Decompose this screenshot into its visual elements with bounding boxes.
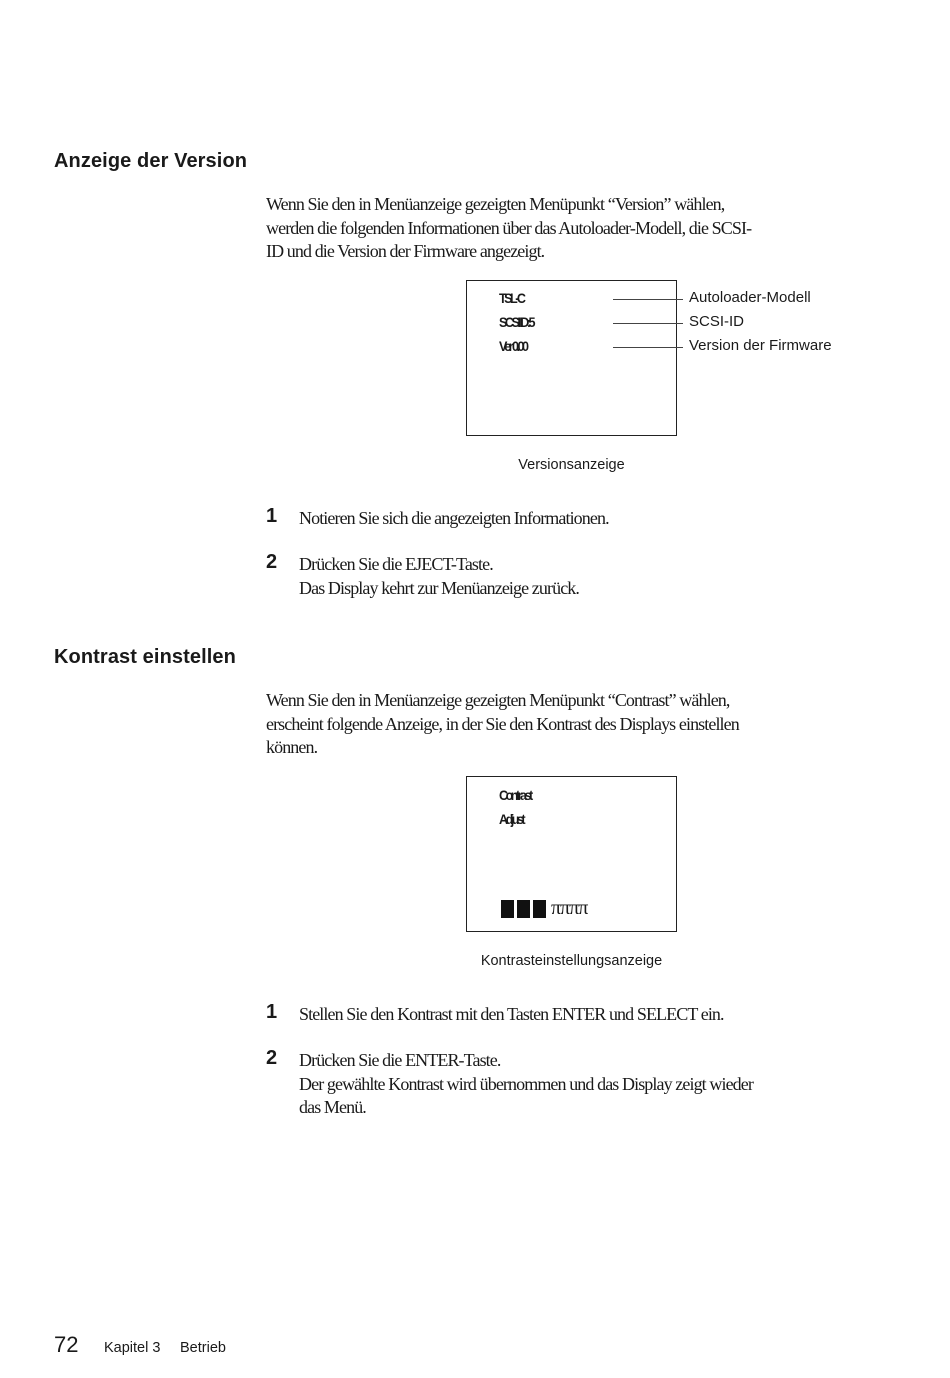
intro-line: werden die folgenden Informationen über das Autoloader-Modell, die SCSI- [266,217,752,238]
callout-scsi-id: SCSI-ID [689,313,745,330]
leader-line [613,347,683,348]
section-heading-version: Anzeige der Version [54,150,248,172]
step-number: 2 [266,1047,278,1069]
intro-line: Wenn Sie den in Menüanzeige gezeigten Menüpunkt “Contrast” wählen, [266,690,730,710]
page-number: 72 [54,1332,79,1357]
step-line: Das Display kehrt zur Menüanzeige zurück. [299,577,579,598]
version-display-figure [466,280,677,436]
intro-line: erscheint folgende Anzeige, in der Sie den Kontrast des Displays einstellen [266,713,739,734]
section-heading-contrast: Kontrast einstellen [54,646,236,668]
step-text [299,553,879,600]
figure-caption-contrast: Kontrasteinstellungsanzeige [480,953,663,969]
step-line: Drücken Sie die ENTER-Taste. [299,1050,501,1070]
step-line: Der gewählte Kontrast wird übernommen und das Display zeigt wieder [299,1073,753,1094]
contrast-segment-filled [501,900,514,918]
step-text [299,1003,899,1027]
contrast-display-figure [466,776,677,932]
figure-caption-version: Versionsanzeige [518,457,625,473]
section-label: Betrieb [180,1340,226,1356]
step-number: 2 [266,551,278,573]
contrast-segments-empty: ππππ [551,897,588,919]
step-line: Notieren Sie sich die angezeigten Informationen. [299,508,609,528]
step-line: Drücken Sie die EJECT-Taste. [299,554,493,574]
step-line: das Menü. [299,1097,366,1117]
version-intro [266,193,866,264]
step-text [299,507,879,531]
leader-line [613,323,683,324]
leader-line [613,299,683,300]
step-line: Stellen Sie den Kontrast mit den Tasten ENTER und SELECT ein. [299,1004,724,1024]
lcd-contrast-line: Contrast [499,787,531,803]
contrast-level-bar [501,897,587,920]
contrast-intro [266,689,866,760]
step-text [299,1049,899,1120]
lcd-adjust-line: Adjust [499,811,524,827]
intro-line: ID und die Version der Firmware angezeigt. [266,241,545,261]
callout-firmware-version: Version der Firmware [689,337,832,354]
callout-autoloader-model: Autoloader-Modell [689,289,811,306]
lcd-scsi-line: SCSI ID:5 [499,314,534,330]
chapter-label: Kapitel 3 [104,1340,161,1356]
step-number: 1 [266,1001,278,1023]
contrast-segment-filled [533,900,546,918]
step-number: 1 [266,505,278,527]
contrast-segment-filled [517,900,530,918]
intro-line: können. [266,737,318,757]
lcd-version-line: Ver 0.00 [499,338,527,354]
intro-line: Wenn Sie den in Menüanzeige gezeigten Menüpunkt “Version” wählen, [266,194,725,214]
lcd-model-line: TSL-C [499,290,524,306]
